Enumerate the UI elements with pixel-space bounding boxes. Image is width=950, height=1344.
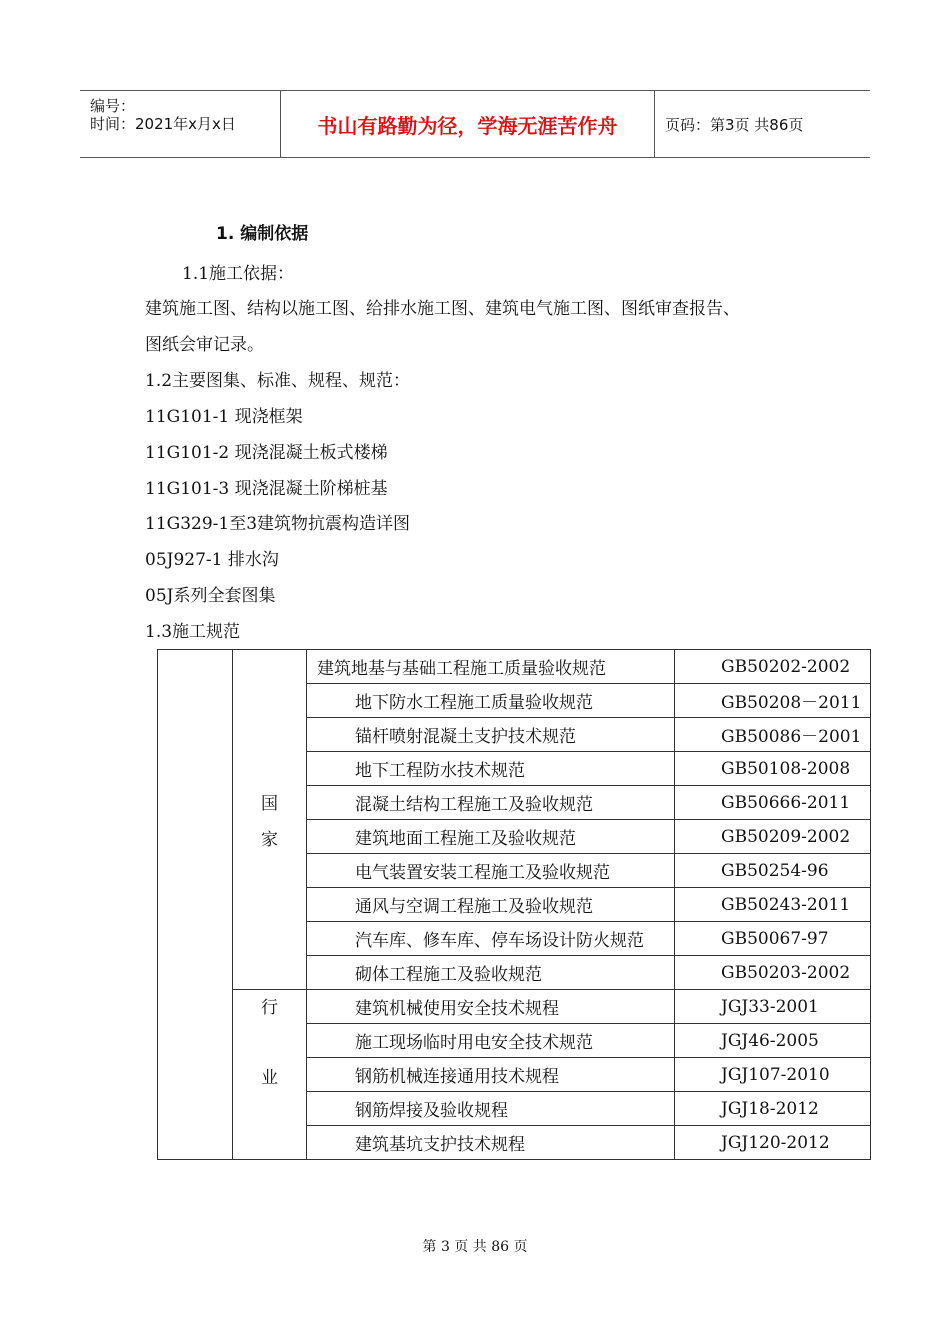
spec-code: GB50086－2001 <box>675 718 871 752</box>
spec-name: 混凝土结构工程施工及验收规范 <box>307 786 675 820</box>
atlas-item: 11G101-1 现浇框架 <box>145 407 303 427</box>
spec-name: 汽车库、修车库、停车场设计防火规范 <box>307 922 675 956</box>
spec-name: 建筑地面工程施工及验收规范 <box>307 820 675 854</box>
spec-name: 通风与空调工程施工及验收规范 <box>307 888 675 922</box>
spec-code: JGJ107-2010 <box>675 1058 871 1092</box>
category-national: 国 家 <box>233 650 307 990</box>
spec-code: GB50203-2002 <box>675 956 871 990</box>
table-row <box>158 650 871 684</box>
spec-code: GB50067-97 <box>675 922 871 956</box>
header-time-label: 时间：2021年x月x日 <box>90 115 236 133</box>
spec-name: 建筑地基与基础工程施工质量验收规范 <box>307 650 675 684</box>
spec-code: JGJ18-2012 <box>675 1092 871 1126</box>
atlas-item: 11G101-3 现浇混凝土阶梯桩基 <box>145 479 388 499</box>
atlas-item: 05J系列全套图集 <box>145 586 276 606</box>
subsection-1-1: 1.1施工依据： <box>182 264 295 284</box>
body-line: 建筑施工图、结构以施工图、给排水施工图、建筑电气施工图、图纸审查报告、 <box>145 299 740 319</box>
spec-name: 建筑机械使用安全技术规程 <box>307 990 675 1024</box>
header-meta <box>80 91 281 157</box>
atlas-item: 11G329-1至3建筑物抗震构造详图 <box>145 514 411 534</box>
header-motto: 书山有路勤为径，学海无涯苦作舟 <box>281 91 655 157</box>
spec-name: 地下防水工程施工质量验收规范 <box>307 684 675 718</box>
spec-code: JGJ46-2005 <box>675 1024 871 1058</box>
spec-code: GB50254-96 <box>675 854 871 888</box>
specification-table <box>157 649 871 1160</box>
subsection-1-2: 1.2主要图集、标准、规程、规范： <box>145 371 411 391</box>
spec-code: GB50208－2011 <box>675 684 871 718</box>
spec-code: GB50108-2008 <box>675 752 871 786</box>
body-line: 图纸会审记录。 <box>145 335 264 355</box>
spec-code: GB50666-2011 <box>675 786 871 820</box>
category-industry: 行 业 <box>233 990 307 1160</box>
spec-code: JGJ120-2012 <box>675 1126 871 1160</box>
spec-code: JGJ33-2001 <box>675 990 871 1024</box>
table-blank-column <box>158 650 233 1160</box>
header-number-label: 编号： <box>90 97 136 115</box>
spec-name: 施工现场临时用电安全技术规范 <box>307 1024 675 1058</box>
atlas-item: 05J927-1 排水沟 <box>145 550 279 570</box>
spec-code: GB50209-2002 <box>675 820 871 854</box>
spec-code: GB50243-2011 <box>675 888 871 922</box>
spec-name: 锚杆喷射混凝土支护技术规范 <box>307 718 675 752</box>
table-row <box>158 990 871 1024</box>
atlas-item: 11G101-2 现浇混凝土板式楼梯 <box>145 443 388 463</box>
spec-code: GB50202-2002 <box>675 650 871 684</box>
page-header <box>80 90 870 158</box>
page-footer: 第 3 页 共 86 页 <box>422 1239 528 1255</box>
spec-name: 电气装置安装工程施工及验收规范 <box>307 854 675 888</box>
spec-name: 建筑基坑支护技术规程 <box>307 1126 675 1160</box>
spec-name: 钢筋机械连接通用技术规程 <box>307 1058 675 1092</box>
spec-name: 钢筋焊接及验收规程 <box>307 1092 675 1126</box>
subsection-1-3: 1.3施工规范 <box>145 622 241 642</box>
spec-name: 砌体工程施工及验收规范 <box>307 956 675 990</box>
spec-name: 地下工程防水技术规范 <box>307 752 675 786</box>
header-page-info: 页码：第3页 共86页 <box>665 115 804 134</box>
section-title: 1. 编制依据 <box>216 224 309 244</box>
